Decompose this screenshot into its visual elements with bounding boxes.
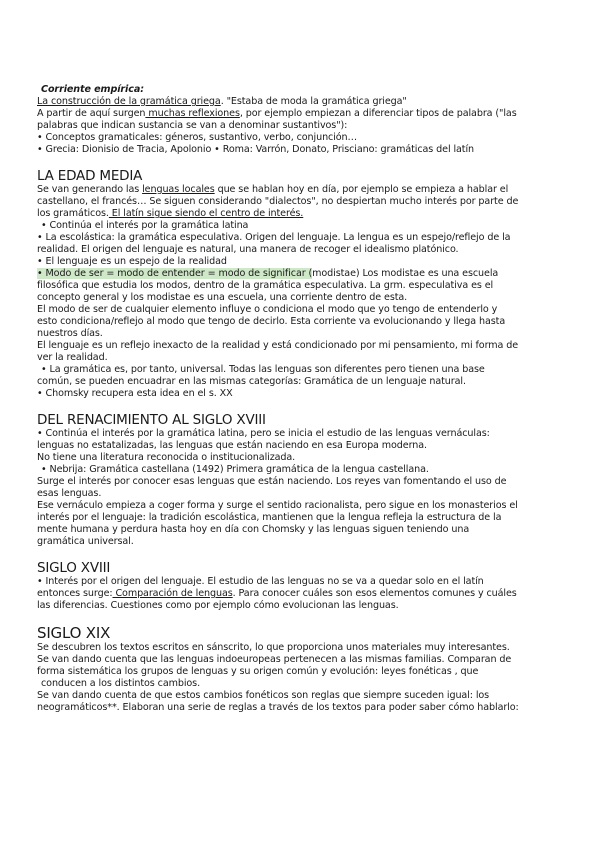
text-line: nuestros días. bbox=[37, 328, 103, 339]
text-line: conducen a los distintos cambios. bbox=[41, 678, 201, 689]
text-line: esas lenguas. bbox=[37, 488, 102, 499]
text-line: Se van dando cuenta que las lenguas indoeuropeas pertenecen a las mismas familias. Comparan de bbox=[37, 654, 512, 665]
text-line: castellano, el francés… Se siguen considerando "dialectos", no despiertan mucho interés por parte de bbox=[37, 196, 519, 207]
bullet-line: • Chomsky recupera esta idea en el s. XX bbox=[37, 388, 233, 399]
intro-bullet: • Conceptos gramaticales: géneros, sustantivo, verbo, conjunción… bbox=[37, 132, 358, 143]
section-renacimiento bbox=[37, 412, 577, 548]
text-line bbox=[37, 268, 577, 280]
text-span: que se hablan hoy en día, por ejemplo se empieza a hablar el bbox=[214, 184, 509, 195]
text-line: Surge el interés por conocer esas lenguas que están naciendo. Los reyes van fomentando el uso de bbox=[37, 476, 507, 487]
text-line: mente humana y perdura hasta hoy en día con Chomsky y las lenguas siguen teniendo una bbox=[37, 524, 470, 535]
text-span: los gramáticos. bbox=[37, 208, 109, 219]
text-line: interés por el lenguaje: la tradición escolástica, mantienen que la lengua refleja la estructura de la bbox=[37, 512, 502, 523]
highlighted-text: • Modo de ser = modo de entender = modo de significar ( bbox=[37, 268, 313, 279]
text-line bbox=[37, 588, 577, 600]
section-title: DEL RENACIMIENTO AL SIGLO XVIII bbox=[37, 412, 266, 428]
text-line: Se descubren los textos escritos en sánscrito, lo que proporciona unos materiales muy interesantes. bbox=[37, 642, 510, 653]
text-line: las diferencias. Cuestiones como por ejemplo cómo evolucionan las lenguas. bbox=[37, 600, 399, 611]
section-title: SIGLO XIX bbox=[37, 624, 111, 642]
text-span: . "Estaba de moda la gramática griega" bbox=[220, 96, 407, 107]
bullet-line: • Continúa el interés por la gramática latina bbox=[41, 220, 249, 231]
underlined-text: muchas reflexiones bbox=[145, 108, 240, 119]
underlined-text: Comparación de lenguas bbox=[112, 588, 233, 599]
text-line: Ese vernáculo empieza a coger forma y surge el sentido racionalista, pero sigue en los monasterios el bbox=[37, 500, 518, 511]
text-line: Se van dando cuenta de que estos cambios fonéticos son reglas que siempre suceden igual: los bbox=[37, 690, 490, 701]
text-span: A partir de aquí surgen bbox=[37, 108, 146, 119]
bullet-line: • Nebrija: Gramática castellana (1492) Primera gramática de la lengua castellana. bbox=[41, 464, 429, 475]
underlined-text: lenguas locales bbox=[142, 184, 215, 195]
text-line: No tiene una literatura reconocida o institucionalizada. bbox=[37, 452, 296, 463]
text-line bbox=[37, 208, 577, 220]
text-line: forma sistemática los grupos de lenguas y su origen común y evolución: leyes fonéticas , que bbox=[37, 666, 479, 677]
text-span: Se van generando las bbox=[37, 184, 143, 195]
text-span: , por ejemplo empiezan a diferenciar tipos de palabra ("las bbox=[239, 108, 517, 119]
bullet-line: • La gramática es, por tanto, universal. Todas las lenguas son diferentes pero tienen una base bbox=[41, 364, 485, 375]
bullet-line: • La escolástica: la gramática especulativa. Origen del lenguaje. La lengua es un espejo/reflejo de la bbox=[37, 232, 511, 243]
intro-bullet: • Grecia: Dionisio de Tracia, Apolonio • Roma: Varrón, Donato, Prisciano: gramáticas del latín bbox=[37, 144, 475, 155]
text-line: El modo de ser de cualquier elemento influye o condiciona el modo que yo tengo de entenderlo y bbox=[37, 304, 498, 315]
text-line: común, se pueden encuadrar en las mismas categorías: Gramática de un lenguaje natural. bbox=[37, 376, 466, 387]
text-line: lenguas no estatalizadas, las lenguas que están naciendo en esa Europa moderna. bbox=[37, 440, 427, 451]
section-title: LA EDAD MEDIA bbox=[37, 168, 143, 184]
section-edad-media bbox=[37, 168, 577, 400]
underlined-text: El latín sigue siendo el centro de interés. bbox=[108, 208, 304, 219]
bullet-line: • El lenguaje es un espejo de la realidad bbox=[37, 256, 227, 267]
text-span: modistae) Los modistae es una escuela bbox=[312, 268, 499, 279]
bullet-line: • Continúa el interés por la gramática latina, pero se inicia el estudio de las lenguas vernáculas: bbox=[37, 428, 490, 439]
text-line: ver la realidad. bbox=[37, 352, 108, 363]
intro-line bbox=[37, 96, 577, 108]
section-siglo-xix bbox=[37, 624, 577, 714]
section-title: SIGLO XVIII bbox=[37, 560, 111, 576]
text-line: neogramáticos**. Elaboran una serie de reglas a través de los textos para poder saber cómo hablarlo: bbox=[37, 702, 519, 713]
section-siglo-xviii bbox=[37, 560, 577, 612]
text-line: filosófica que estudia los modos, dentro de la gramática especulativa. La grm. especulativa es el bbox=[37, 280, 494, 291]
intro-heading: Corriente empírica: bbox=[41, 84, 144, 95]
text-span: entonces surge: bbox=[37, 588, 113, 599]
document-body bbox=[37, 84, 577, 714]
text-line: realidad. El origen del lenguaje es natural, una manera de recoger el idealismo platónico. bbox=[37, 244, 459, 255]
text-line: gramática universal. bbox=[37, 536, 134, 547]
text-line: concepto general y los modistae es una escuela, una corriente dentro de esta. bbox=[37, 292, 408, 303]
intro-line bbox=[37, 108, 577, 120]
text-span: . Para conocer cuáles son esos elementos comunes y cuáles bbox=[232, 588, 517, 599]
text-line: El lenguaje es un reflejo inexacto de la realidad y está condicionado por mi pensamiento, mi forma de bbox=[37, 340, 519, 351]
text-line: esto condiciona/reflejo al modo que tengo de decirlo. Esta corriente va evolucionando y llega hasta bbox=[37, 316, 506, 327]
underlined-text: La construcción de la gramática griega bbox=[37, 96, 221, 107]
text-line bbox=[37, 184, 577, 196]
intro-line: palabras que indican sustancia se van a denominar sustantivos"): bbox=[37, 120, 348, 131]
bullet-line: • Interés por el origen del lenguaje. El estudio de las lenguas no se va a quedar solo en el latín bbox=[37, 576, 484, 587]
